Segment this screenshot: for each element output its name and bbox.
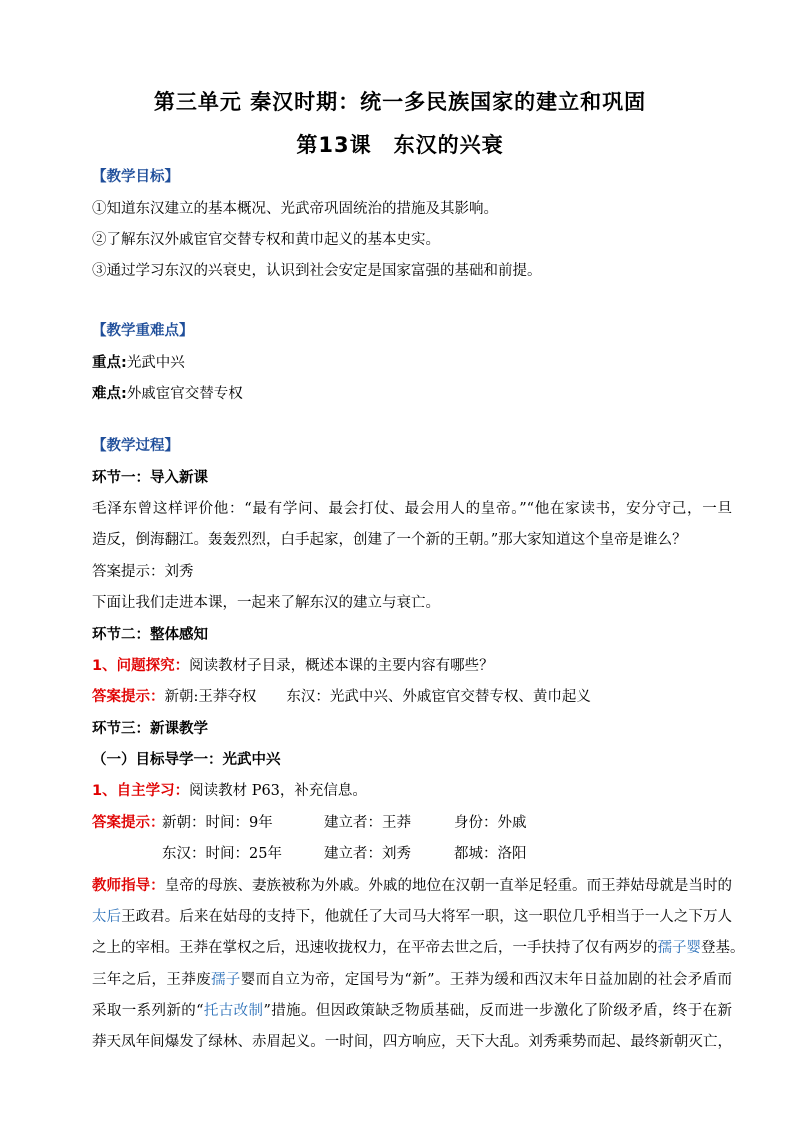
step1-intro-line: 毛泽东曾这样评价他：“最有学问、最会打仗、最会用人的皇帝。”“他在家读书，安分守己，一旦 [92,501,732,517]
guide-line: 采取一系列新的“托古改制”措施。但因政策缺乏物质基础，反而进一步激化了阶级矛盾，终于在新 [92,1003,732,1019]
hard-text: 外戚宦官交替专权 [126,386,243,402]
key-text: 光武中兴 [126,355,185,371]
answer-cell: 建立者：王莽 [324,815,411,831]
guide-line: 三年之后，王莽废孺子婴而自立为帝，定国号为“新”。王莽为缓和西汉末年日益加剧的社会矛盾而 [92,972,733,988]
key-point [92,353,732,373]
hard-point [92,384,732,404]
lesson-title [0,129,800,159]
self-study-text: 阅读教材 P63，补充信息。 [189,783,367,799]
guide-line: 太后王政君。后来在姑母的支持下，他就任了大司马大将军一职，这一职位几乎相当于一人之下万人 [92,909,732,925]
ruzi-ying-link[interactable]: 孺子婴 [657,940,701,956]
answer-cell: 建立者：刘秀 [324,846,411,862]
unit-title: 第三单元 秦汉时期：统一多民族国家的建立和巩固 [153,90,647,114]
lesson-number: 第13课 [296,133,372,157]
step3-title: 环节三：新课教学 [92,721,208,737]
self-study-label: 1、自主学习： [92,783,190,799]
answer-row [92,813,732,833]
goal-item: ②了解东汉外戚宦官交替专权和黄巾起义的基本史实。 [92,232,440,248]
guide-line: 之上的宰相。王莽在掌权之后，迅速收拢权力，在平帝去世之后，一手扶持了仅有两岁的孺子婴登基。 [92,940,745,956]
goal-item: ①知道东汉建立的基本概况、光武帝巩固统治的措施及其影响。 [92,201,498,217]
step3-subtitle: （一）目标导学一：光武中兴 [92,752,281,768]
answer-part: 新朝:王莽夺权 [164,689,257,705]
answer-cell: 都城：洛阳 [454,846,527,862]
answer-label: 答案提示： [92,815,165,831]
step1-answer: 答案提示：刘秀 [92,564,194,580]
lesson-name: 东汉的兴衰 [393,133,504,157]
goals-heading: 【教学目标】 [92,169,179,185]
keypoints-heading: 【教学重难点】 [92,323,194,339]
answer-cell: 东汉：时间：25年 [162,846,282,862]
answer-cell: 身份：外戚 [454,815,527,831]
answer-label: 答案提示： [92,689,165,705]
guide-line: 莽天凤年间爆发了绿林、赤眉起义。一时间，四方响应，天下大乱。刘秀乘势而起、最终新朝灭亡， [92,1034,732,1050]
reform-link[interactable]: 托古改制 [203,1003,264,1019]
goal-item: ③通过学习东汉的兴衰史，认识到社会安定是国家富强的基础和前提。 [92,263,542,279]
question-label: 1、问题探究： [92,658,190,674]
step1-transition: 下面让我们走进本课，一起来了解东汉的建立与衰亡。 [92,595,440,611]
key-label: 重点: [92,355,127,371]
step2-question [92,656,732,676]
step1-intro-line: 造反，倒海翻江。轰轰烈烈，白手起家，创建了一个新的王朝。”那大家知道这个皇帝是谁么？ [92,532,687,548]
guide-label: 教师指导： [92,878,165,894]
question-text: 阅读教材子目录，概述本课的主要内容有哪些？ [189,658,494,674]
hard-label: 难点: [92,386,127,402]
step1-title: 环节一：导入新课 [92,470,208,486]
guide-line: 教师指导：皇帝的母族、妻族被称为外戚。外戚的地位在汉朝一直举足轻重。而王莽姑母就是当时的 [92,878,732,894]
ruzi-link[interactable]: 孺子 [211,972,241,988]
empress-dowager-link[interactable]: 太后 [92,909,122,925]
answer-cell: 新朝：时间：9年 [162,815,273,831]
step2-title: 环节二：整体感知 [92,627,208,643]
step2-answer [92,687,732,707]
process-heading: 【教学过程】 [92,438,179,454]
self-study [92,781,732,801]
answer-part: 东汉：光武中兴、外戚宦官交替专权、黄巾起义 [286,689,591,705]
